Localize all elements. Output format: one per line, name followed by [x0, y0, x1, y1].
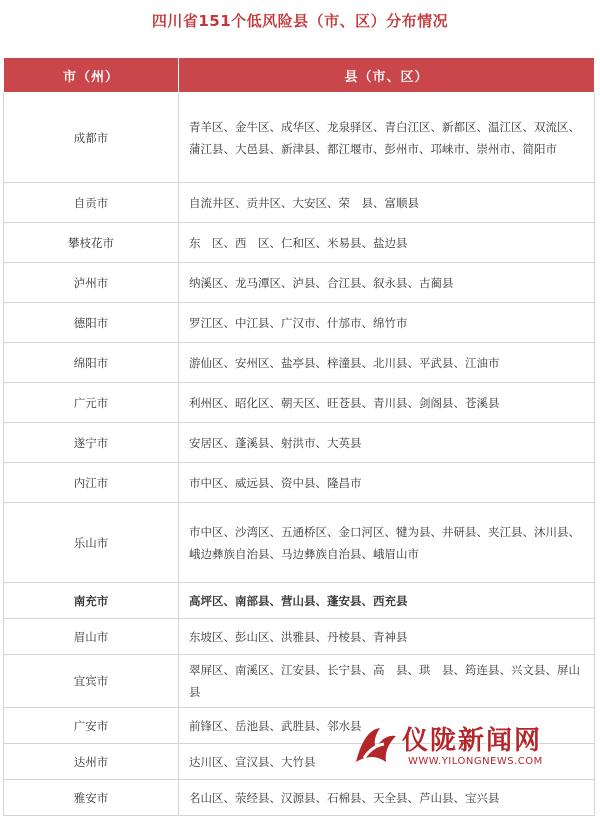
counties-cell: 翠屏区、南溪区、江安县、长宁县、高 县、珙 县、筠连县、兴文县、屏山县 [179, 655, 595, 708]
table-row [4, 263, 595, 303]
table-row [4, 619, 595, 655]
counties-cell: 高坪区、南部县、营山县、蓬安县、西充县 [179, 583, 595, 619]
counties-cell: 前锋区、岳池县、武胜县、邻水县 [179, 708, 595, 744]
city-cell: 自贡市 [4, 183, 179, 223]
header-city: 市（州） [4, 58, 179, 93]
city-cell: 南充市 [4, 583, 179, 619]
city-cell: 成都市 [4, 93, 179, 183]
table-row [4, 423, 595, 463]
city-cell: 达州市 [4, 744, 179, 780]
counties-cell: 市中区、威远县、资中县、隆昌市 [179, 463, 595, 503]
counties-cell: 东 区、西 区、仁和区、米易县、盐边县 [179, 223, 595, 263]
counties-cell: 安居区、蓬溪县、射洪市、大英县 [179, 423, 595, 463]
site-watermark [342, 716, 592, 776]
city-cell: 遂宁市 [4, 423, 179, 463]
table-row [4, 303, 595, 343]
city-cell: 宜宾市 [4, 655, 179, 708]
counties-cell: 市中区、沙湾区、五通桥区、金口河区、犍为县、井研县、夹江县、沐川县、峨边彝族自治县、马边彝族自治县、峨眉山市 [179, 503, 595, 583]
counties-cell: 自流井区、贡井区、大安区、荣 县、富顺县 [179, 183, 595, 223]
table-row [4, 223, 595, 263]
table-row [4, 93, 595, 183]
city-cell: 攀枝花市 [4, 223, 179, 263]
counties-cell: 东坡区、彭山区、洪雅县、丹棱县、青神县 [179, 619, 595, 655]
counties-cell: 达川区、宣汉县、大竹县 [179, 744, 595, 780]
city-cell: 广元市 [4, 383, 179, 423]
city-cell: 绵阳市 [4, 343, 179, 383]
table-row [4, 343, 595, 383]
table-row [4, 583, 595, 619]
header-counties: 县（市、区） [179, 58, 595, 93]
counties-cell: 利州区、昭化区、朝天区、旺苍县、青川县、剑阁县、苍溪县 [179, 383, 595, 423]
city-cell: 乐山市 [4, 503, 179, 583]
site-logo-icon [350, 722, 400, 772]
counties-cell: 纳溪区、龙马潭区、泸县、合江县、叙永县、古蔺县 [179, 263, 595, 303]
page-title: 四川省151个低风险县（市、区）分布情况 [151, 12, 449, 30]
watermark-text: 仪陇新闻网 [402, 726, 543, 756]
table-row [4, 780, 595, 816]
table-row [4, 503, 595, 583]
city-cell: 泸州市 [4, 263, 179, 303]
district-table [3, 57, 595, 816]
counties-cell: 游仙区、安州区、盐亭县、梓潼县、北川县、平武县、江油市 [179, 343, 595, 383]
watermark-url: WWW.YILONGNEWS.COM [408, 756, 543, 767]
city-cell: 广安市 [4, 708, 179, 744]
counties-cell: 罗江区、中江县、广汉市、什邡市、绵竹市 [179, 303, 595, 343]
city-cell: 雅安市 [4, 780, 179, 816]
city-cell: 德阳市 [4, 303, 179, 343]
counties-cell: 名山区、荥经县、汉源县、石棉县、天全县、芦山县、宝兴县 [179, 780, 595, 816]
table-row [4, 463, 595, 503]
table-row [4, 383, 595, 423]
table-row [4, 655, 595, 708]
city-cell: 内江市 [4, 463, 179, 503]
table-row [4, 183, 595, 223]
table-header-row [4, 58, 595, 93]
counties-cell: 青羊区、金牛区、成华区、龙泉驿区、青白江区、新都区、温江区、双流区、蒲江县、大邑县、新津县、都江堰市、彭州市、邛崃市、崇州市、简阳市 [179, 93, 595, 183]
city-cell: 眉山市 [4, 619, 179, 655]
